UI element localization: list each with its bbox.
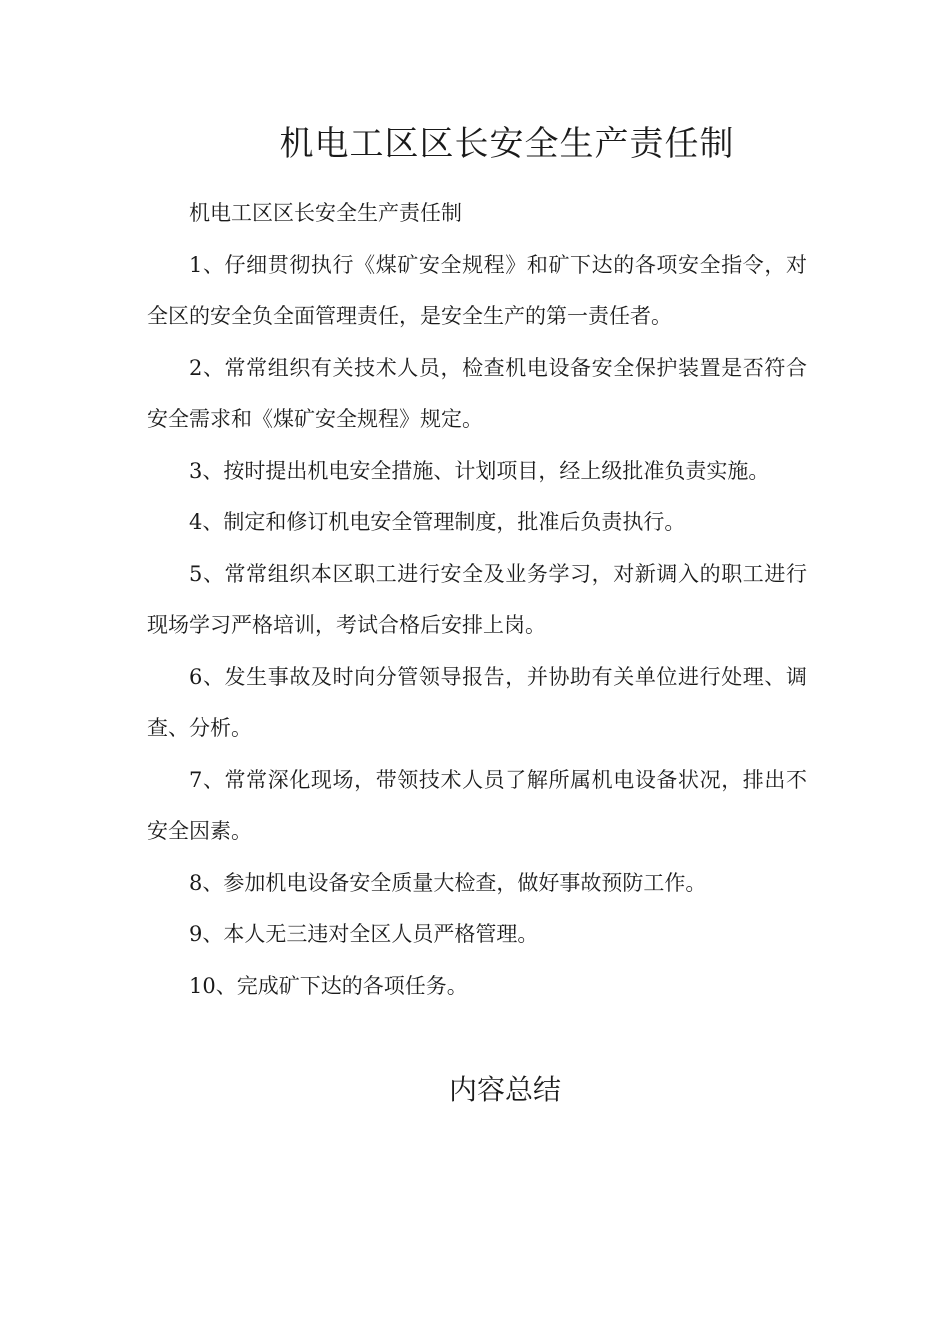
document-title: 机电工区区长安全生产责任制 xyxy=(279,124,735,164)
paragraph-item-6: 6、发生事故及时向分管领导报告，并协助有关单位进行处理、调查、分析。 xyxy=(147,664,807,740)
paragraph-item-5: 5、常常组织本区职工进行安全及业务学习，对新调入的职工进行现场学习严格培训，考试合格后安排上岗。 xyxy=(147,561,807,637)
paragraph-subtitle: 机电工区区长安全生产责任制 xyxy=(189,201,462,225)
paragraph-item-7: 7、常常深化现场，带领技术人员了解所属机电设备状况，排出不安全因素。 xyxy=(147,767,807,843)
paragraph-item-3: 3、按时提出机电安全措施、计划项目，经上级批准负责实施。 xyxy=(189,458,770,483)
document-body xyxy=(147,188,807,1012)
paragraph-item-9: 9、本人无三违对全区人员严格管理。 xyxy=(189,922,539,946)
paragraph-item-8: 8、参加机电设备安全质量大检查，做好事故预防工作。 xyxy=(189,870,707,895)
paragraph-item-4: 4、制定和修订机电安全管理制度，批准后负责执行。 xyxy=(189,510,686,534)
summary-heading: 内容总结 xyxy=(448,1073,561,1106)
paragraph-item-1: 1、仔细贯彻执行《煤矿安全规程》和矿下达的各项安全指令，对全区的安全负全面管理责任，是安全生产的第一责任者。 xyxy=(147,252,807,328)
paragraph-item-2: 2、常常组织有关技术人员，检查机电设备安全保护装置是否符合安全需求和《煤矿安全规程》规定。 xyxy=(147,355,807,431)
paragraph-item-10: 10、完成矿下达的各项任务。 xyxy=(189,973,468,998)
